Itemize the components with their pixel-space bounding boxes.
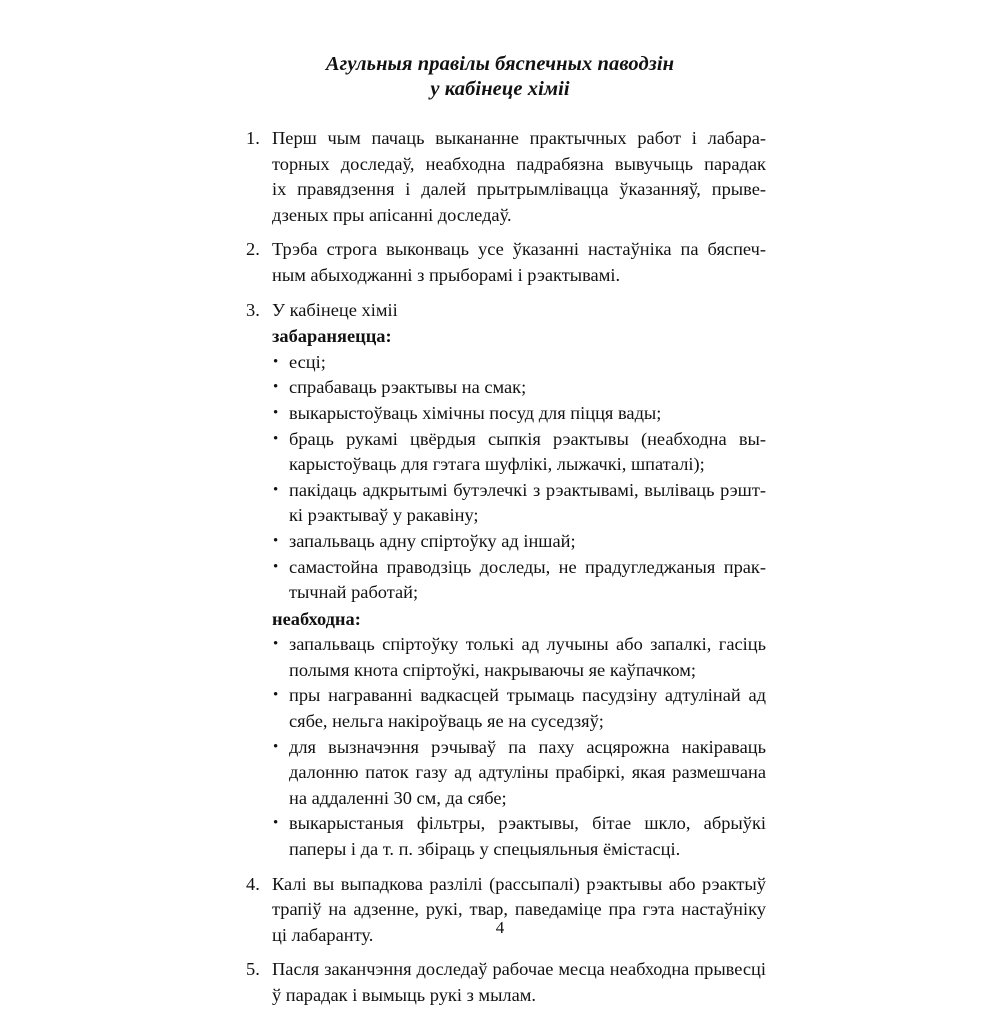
text-line: запальваць адну спіртоўку ад іншай; (289, 530, 576, 551)
numbered-item (246, 298, 766, 863)
text-line: на аддаленні 30 см, да сябе; (289, 787, 507, 808)
bullet-item (272, 401, 766, 427)
bullet-icon: • (273, 687, 279, 704)
text-line: выкарыстоўваць хімічны посуд для піцця вады; (289, 402, 662, 423)
item-text (272, 957, 766, 1008)
list-marker: 5. (246, 959, 260, 980)
bullet-list (272, 350, 766, 606)
text-line: есці; (289, 351, 326, 372)
bullet-item (272, 811, 766, 862)
bullet-icon: • (273, 636, 279, 653)
bullet-icon: • (273, 430, 279, 447)
text-line: запальваць спіртоўку толькі ад лучыны або запалкі, гасіць (289, 634, 766, 655)
text-line: Калі вы выпадкова разлілі (рассыпалі) рэактывы або рэактыў (272, 873, 766, 894)
bullet-item (272, 683, 766, 734)
page-title-line-2: у кабінеце хіміі (430, 78, 570, 100)
bullet-icon: • (273, 558, 279, 575)
text-line: самастойна праводзіць доследы, не прадугледжаныя прак- (289, 556, 766, 577)
page-title-line-1: Агульныя правілы бяспечных паводзін (325, 53, 675, 75)
text-line: кі рэактываў у ракавіну; (289, 505, 479, 526)
text-line: выкарыстаныя фільтры, рэактывы, бітае шкло, абрыўкі (289, 813, 766, 834)
bullet-icon: • (273, 481, 279, 498)
group-heading: забараняецца: (272, 326, 392, 347)
bullet-item (272, 735, 766, 812)
text-line: паперы і да т. п. збіраць у спецыяльныя ёмістасці. (289, 839, 681, 860)
text-line: сябе, нельга накіроўваць яе на суседзяў; (289, 711, 604, 732)
bullet-icon: • (273, 404, 279, 421)
item-text (272, 298, 766, 863)
bullet-icon: • (273, 353, 279, 370)
text-line: Пасля заканчэння доследаў рабочае месца неабходна прывесці (272, 959, 766, 980)
text-line: трапіў на адзенне, рукі, твар, паведаміце пра гэта настаўніку (272, 899, 766, 920)
text-line: іх правядзення і далей прытрымлівацца ўказанняў, прыве- (272, 179, 766, 200)
text-line: карыстоўваць для гэтага шуфлікі, лыжачкі, шпаталі); (289, 454, 705, 475)
text-line: Перш чым пачаць выкананне практычных работ і лабара- (272, 128, 766, 148)
bullet-item (272, 375, 766, 401)
bullet-icon: • (273, 379, 279, 396)
bullet-list (272, 632, 766, 862)
text-line: Трэба строга выконваць усе ўказанні настаўніка па бяспеч- (272, 239, 766, 260)
bullet-item (272, 529, 766, 555)
page-title (250, 52, 750, 102)
list-marker: 2. (246, 239, 260, 260)
numbered-item (246, 237, 766, 288)
bullet-icon: • (273, 738, 279, 755)
text-line: ці лабаранту. (272, 924, 374, 945)
text-line: дзеных пры апісанні доследаў. (272, 204, 512, 225)
text-line: ным абыходжанні з прыборамі і рэактывамі. (272, 264, 621, 285)
document-body (246, 126, 766, 1009)
text-line: ў парадак і вымыць рукі з мылам. (272, 985, 536, 1005)
text-line: далонню паток газу ад адтуліны прабіркі, якая размешчана (289, 762, 766, 783)
bullet-item (272, 478, 766, 529)
text-line: тычнай работай; (289, 582, 419, 603)
list-marker: 1. (246, 128, 260, 148)
text-line: браць рукамі цвёрдыя сыпкія рэактывы (неабходна вы- (289, 428, 766, 449)
text-line: для вызначэння рэчываў па паху асцярожна накіраваць (289, 736, 766, 757)
text-line: спрабаваць рэактывы на смак; (289, 377, 527, 398)
bullet-item (272, 632, 766, 683)
numbered-item (246, 957, 766, 1008)
item-text (272, 237, 766, 288)
text-line: торных доследаў, неабходна падрабязна вывучыць парадак (272, 153, 766, 174)
text-line: У кабінеце хіміі (272, 299, 398, 320)
group-heading: неабходна: (272, 608, 361, 629)
bullet-icon: • (273, 532, 279, 549)
numbered-item (246, 126, 766, 228)
bullet-item (272, 427, 766, 478)
text-line: полымя кнота спіртоўкі, накрываючы яе каўпачком; (289, 659, 696, 680)
list-marker: 3. (246, 299, 260, 320)
page-number: 4 (495, 918, 505, 937)
item-text (272, 126, 766, 228)
bullet-item (272, 350, 766, 376)
bullet-item (272, 555, 766, 606)
text-line: пакідаць адкрытымі бутэлечкі з рэактывамі, выліваць рэшт- (289, 479, 766, 500)
bullet-icon: • (273, 815, 279, 832)
text-line: пры награванні вадкасцей трымаць пасудзіну адтулінай ад (289, 685, 766, 706)
list-marker: 4. (246, 873, 260, 894)
